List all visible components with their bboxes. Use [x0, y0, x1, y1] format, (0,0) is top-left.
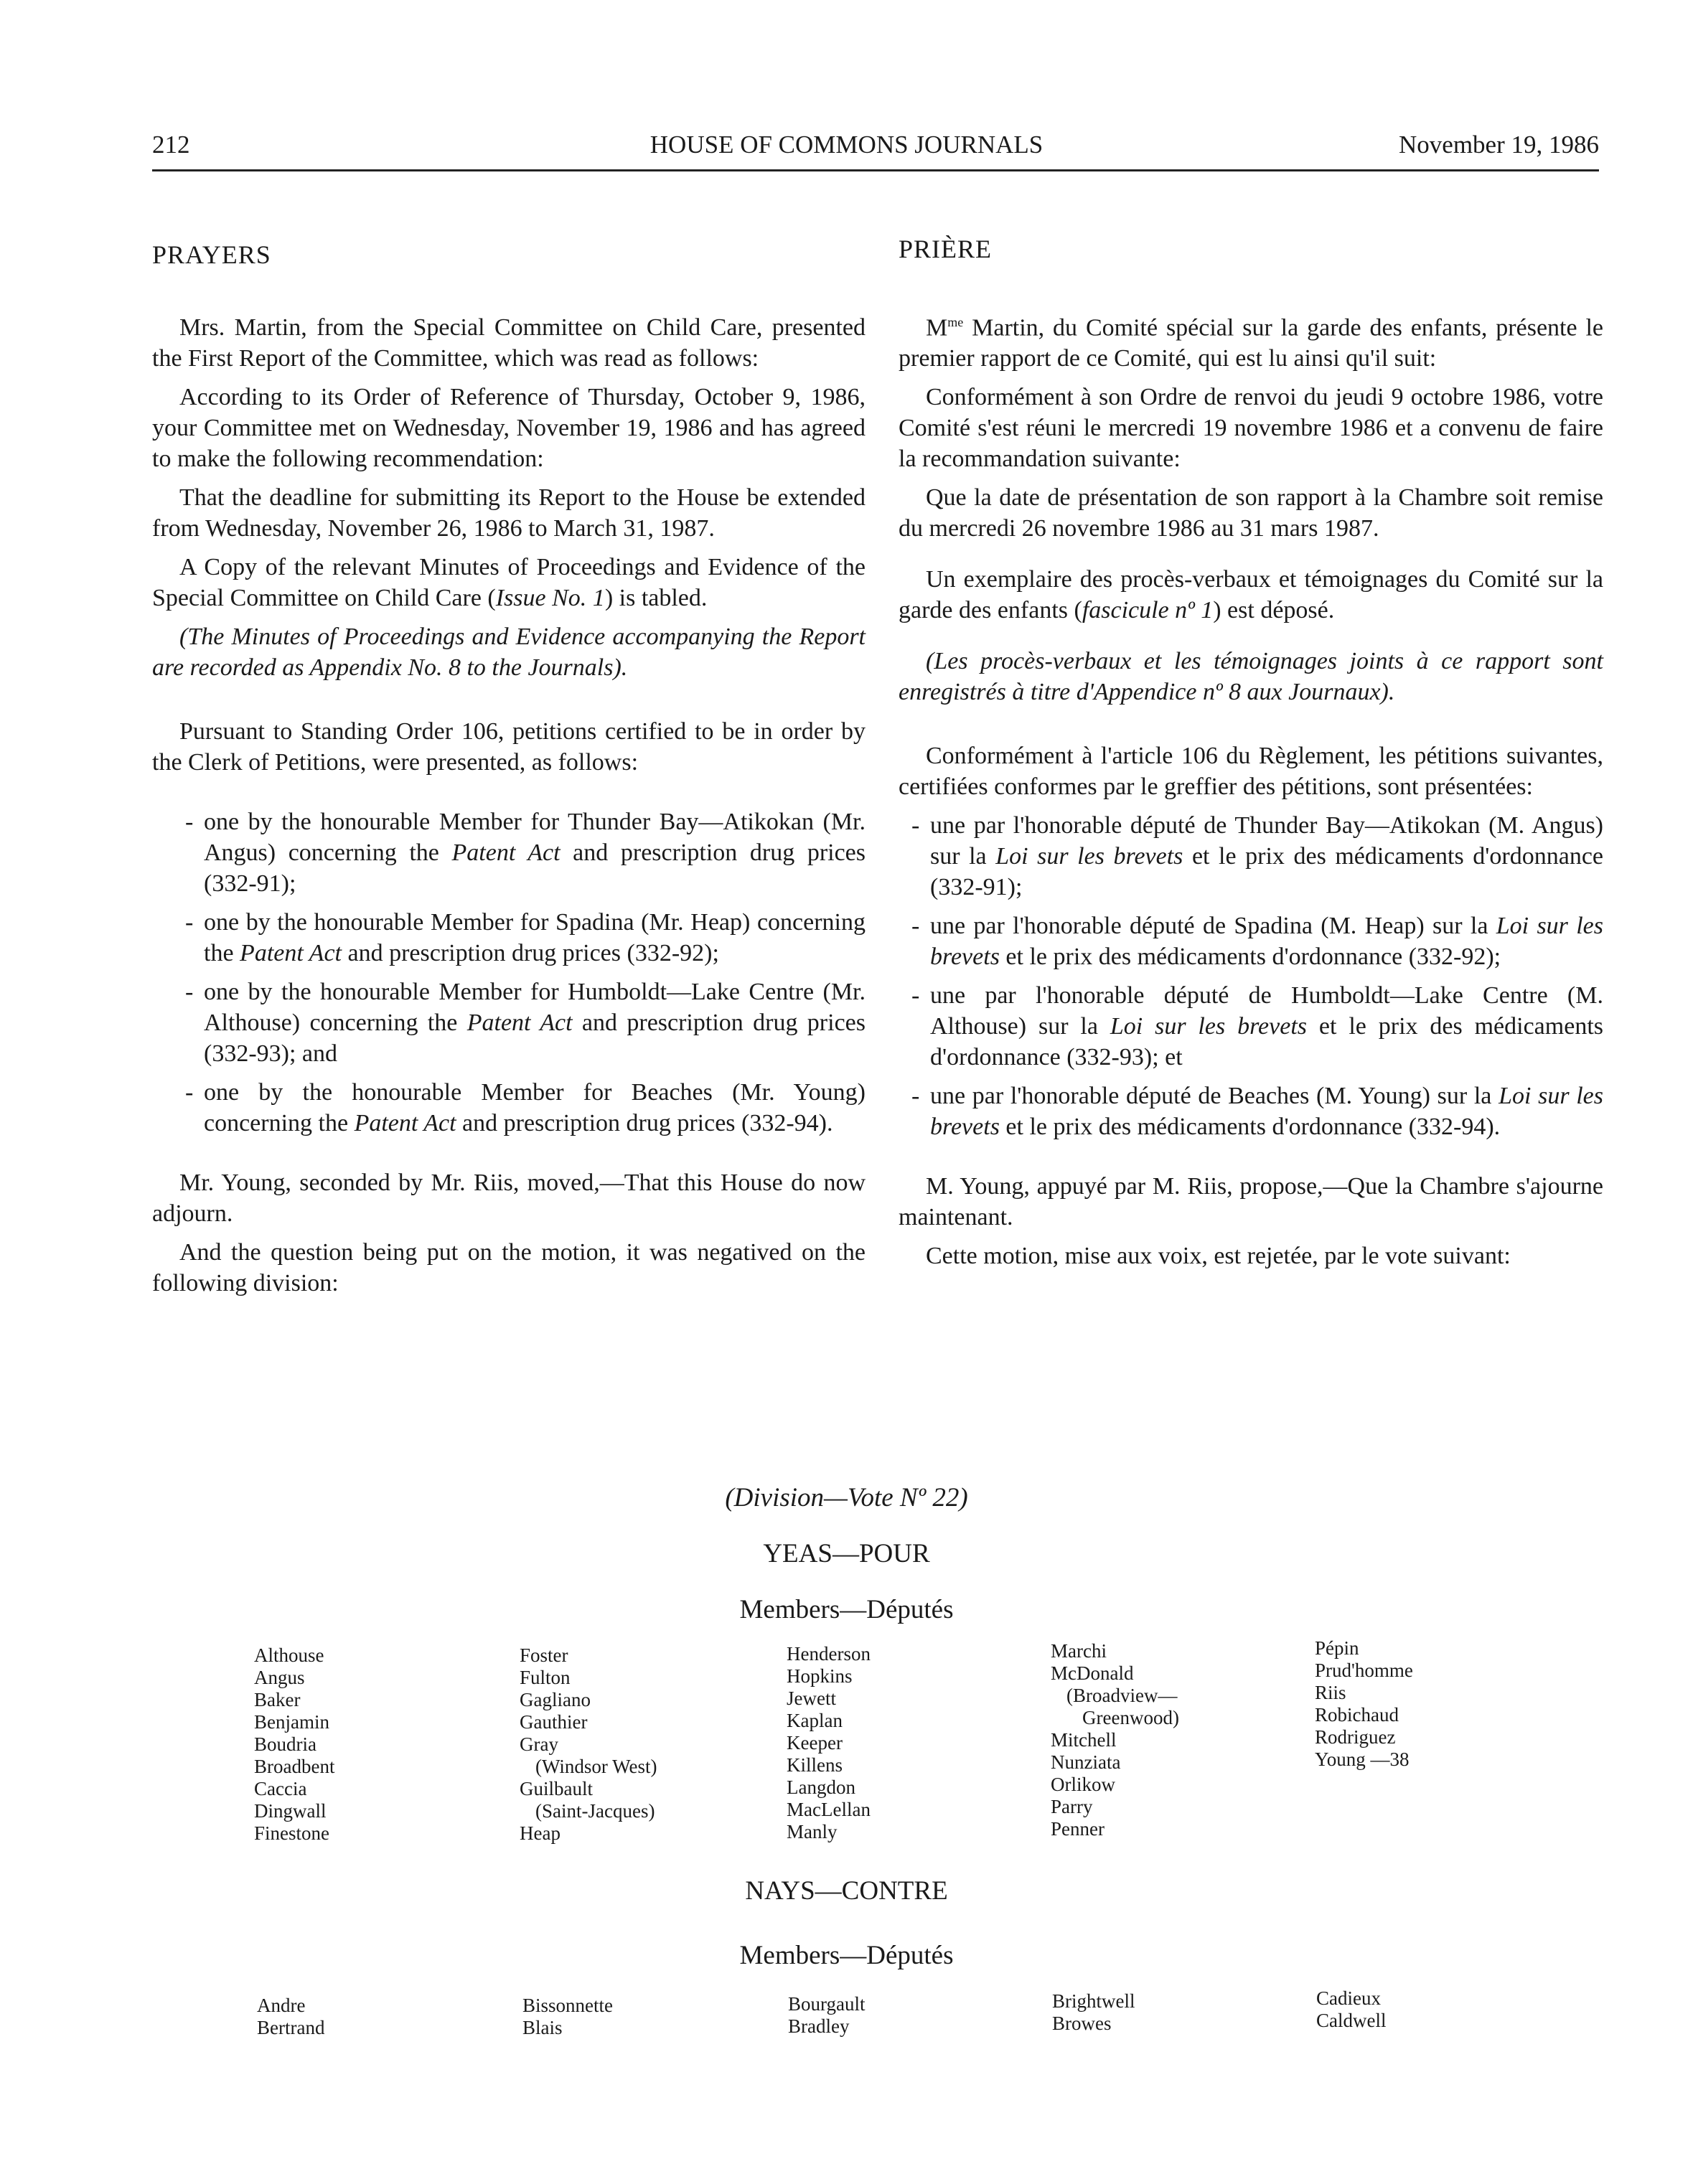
rapport-presente-paragraph: $M^{me}$ Martin, du Comité spécial sur la garde des enfants, présente le premier rapport de ce Comité, qui est lu ainsi qu'il suit: — [899, 314, 1603, 372]
member-name: Killens — [787, 1754, 843, 1776]
recommendation-paragraph: That the deadline for submitting its Report to the House be extended from Wednesday, November 26, 1986 to March 31, 1987. — [152, 484, 866, 542]
member-name: Marchi — [1051, 1640, 1107, 1662]
petition-item: - one by the honourable Member for Spadina (Mr. Heap) concerning the Patent Act and prescription drug prices (332-92); — [185, 909, 866, 966]
adjourn-motion-paragraph: Mr. Young, seconded by Mr. Riis, moved,—That this House do now adjourn. — [152, 1169, 866, 1227]
journal-date: November 19, 1986 — [1399, 131, 1599, 159]
member-riding: (Saint-Jacques) — [535, 1800, 655, 1822]
recommandation-paragraph: Que la date de présentation de son rapport à la Chambre soit remise du mercredi 26 novembre 1986 au 31 mars 1987. — [899, 484, 1603, 542]
yeas-column-5 — [1315, 1637, 1413, 1771]
member-name: Gauthier — [520, 1711, 588, 1733]
motion-ajournement-paragraph: M. Young, appuyé par M. Riis, propose,—Que la Chambre s'ajourne maintenant. — [899, 1173, 1603, 1231]
member-name: Rodriguez — [1315, 1726, 1396, 1748]
member-name: Henderson — [787, 1643, 871, 1665]
member-name: Keeper — [787, 1732, 843, 1754]
member-name: MacLellan — [787, 1799, 871, 1820]
appendice-note: (Les procès-verbaux et les témoignages joints à ce rapport sont enregistrés à titre d'Appendice nº 8 aux Journaux). — [899, 648, 1603, 706]
member-riding: (Windsor West) — [535, 1756, 657, 1777]
member-name: Jewett — [787, 1688, 836, 1709]
member-name: Gagliano — [520, 1689, 591, 1710]
member-name: Nunziata — [1051, 1751, 1121, 1773]
petition-item-fr: - une par l'honorable député de Spadina (M. Heap) sur la Loi sur les brevets et le prix des médicaments d'ordonnance (332-92); — [911, 913, 1604, 971]
member-name: Cadieux — [1316, 1987, 1381, 2009]
member-name: Boudria — [254, 1733, 316, 1755]
member-name: Baker — [254, 1689, 301, 1710]
header-rule — [152, 169, 1599, 171]
member-name: Hopkins — [787, 1665, 853, 1687]
member-name: Robichaud — [1315, 1704, 1399, 1726]
exemplaire-depose-paragraph: Un exemplaire des procès-verbaux et témoignages du Comité sur la garde des enfants (fascicule nº 1) est déposé. — [899, 566, 1603, 624]
member-name: Kaplan — [787, 1710, 843, 1731]
member-name: Bertrand — [257, 2017, 325, 2038]
member-riding: (Broadview— — [1066, 1685, 1178, 1706]
member-name: Caccia — [254, 1778, 307, 1799]
copy-tabled-text-a: A Copy of the relevant Minutes of Proceedings and Evidence of the Special Committee on Child Care ( — [152, 554, 866, 611]
question-put-paragraph: And the question being put on the motion, it was negatived on the following division: — [152, 1239, 866, 1296]
member-riding: Greenwood) — [1082, 1707, 1179, 1728]
petitions-list-fr — [899, 810, 1603, 1142]
petition-item: - one by the honourable Member for Thunder Bay—Atikokan (Mr. Angus) concerning the Patent Act and prescription drug prices (332-91); — [185, 809, 866, 897]
yeas-heading: YEAS—POUR — [763, 1539, 930, 1568]
member-name: Guilbault — [520, 1778, 593, 1799]
division-title: (Division—Vote Nº 22) — [725, 1483, 968, 1512]
mise-aux-voix-paragraph: Cette motion, mise aux voix, est rejetée, par le vote suivant: — [926, 1243, 1511, 1270]
nays-column-3 — [788, 1993, 866, 2038]
member-name: Foster — [520, 1644, 568, 1666]
yeas-column-3 — [787, 1643, 871, 1843]
french-column — [899, 307, 1603, 1279]
journal-title: HOUSE OF COMMONS JOURNALS — [649, 131, 1044, 159]
english-column — [152, 312, 866, 1307]
yeas-column-2 — [520, 1644, 657, 1845]
member-name: Prud'homme — [1315, 1660, 1413, 1681]
yeas-column-4 — [1051, 1640, 1179, 1840]
petitions-intro: Pursuant to Standing Order 106, petitions certified to be in order by the Clerk of Petitions, were presented, as follows: — [152, 718, 866, 776]
prayers-heading: PRAYERS — [152, 240, 271, 269]
report-presented-paragraph: Mrs. Martin, from the Special Committee on Child Care, presented the First Report of the Committee, which was read as follows: — [152, 314, 866, 372]
page-number: 212 — [152, 131, 190, 159]
member-name: Blais — [522, 2017, 563, 2038]
copy-tabled-text-b: ) is tabled. — [604, 585, 708, 611]
member-name: Langdon — [787, 1776, 855, 1798]
member-name: Riis — [1315, 1682, 1346, 1703]
member-name: Andre — [257, 1995, 306, 2016]
member-name: Gray — [520, 1733, 558, 1755]
member-name: Penner — [1051, 1818, 1105, 1840]
petition-item: - one by the honourable Member for Humboldt—Lake Centre (Mr. Althouse) concerning the Patent Act and prescription drug prices (332-93); and — [185, 979, 866, 1067]
yeas-members-heading: Members—Députés — [739, 1595, 954, 1624]
member-name: Caldwell — [1316, 2010, 1387, 2031]
nays-heading: NAYS—CONTRE — [745, 1876, 948, 1906]
member-name: Finestone — [254, 1822, 329, 1844]
member-name: Althouse — [254, 1644, 324, 1666]
member-name: Parry — [1051, 1796, 1093, 1817]
nays-column-1 — [257, 1995, 324, 2039]
member-name: Browes — [1052, 2013, 1112, 2034]
member-name: Angus — [254, 1667, 305, 1688]
nays-column-5 — [1316, 1987, 1386, 2032]
petition-item-fr: - une par l'honorable député de Beaches (M. Young) sur la Loi sur les brevets et le prix des médicaments d'ordonnance (332-94). — [911, 1083, 1604, 1141]
yeas-total: Young —38 — [1315, 1748, 1410, 1770]
member-name: Benjamin — [254, 1711, 329, 1733]
member-name: Mitchell — [1051, 1729, 1117, 1751]
appendix-note: (The Minutes of Proceedings and Evidence accompanying the Report are recorded as Appendix No. 8 to the Journals). — [152, 623, 866, 681]
issue-reference: Issue No. 1 — [495, 585, 605, 611]
ordre-de-renvoi-paragraph: Conformément à son Ordre de renvoi du jeudi 9 octobre 1986, votre Comité s'est réuni le mercredi 19 novembre 1986 et a convenu de faire la recommandation suivante: — [899, 384, 1603, 473]
member-name: Dingwall — [254, 1800, 327, 1822]
member-name: Bourgault — [788, 1993, 866, 2015]
petition-item: - one by the honourable Member for Beaches (Mr. Young) concerning the Patent Act and prescription drug prices (332-94). — [185, 1079, 866, 1136]
priere-heading: PRIÈRE — [899, 235, 993, 263]
petition-item-fr: - une par l'honorable député de Thunder Bay—Atikokan (M. Angus) sur la Loi sur les brevets et le prix des médicaments d'ordonnance (332-91); — [911, 812, 1604, 901]
nays-members-heading: Members—Députés — [739, 1941, 954, 1970]
member-name: Bradley — [788, 2015, 850, 2037]
nays-column-2 — [522, 1995, 613, 2039]
member-name: Bissonnette — [522, 1995, 613, 2016]
member-name: Fulton — [520, 1667, 571, 1688]
member-name: Pépin — [1315, 1637, 1359, 1659]
fascicule-reference: fascicule nº 1 — [1082, 597, 1214, 624]
yeas-column-1 — [254, 1644, 334, 1845]
member-name: Broadbent — [254, 1756, 335, 1777]
petition-item-fr: - une par l'honorable député de Humboldt—Lake Centre (M. Althouse) sur la Loi sur les brevets et le prix des médicaments d'ordonnance (332-93); et — [911, 982, 1603, 1071]
member-name: Brightwell — [1052, 1990, 1135, 2012]
member-name: Heap — [520, 1822, 561, 1844]
member-name: McDonald — [1051, 1662, 1134, 1684]
petitions-intro-fr: Conformément à l'article 106 du Règlement, les pétitions suivantes, certifiées conformes par le greffier des pétitions, sont présentées: — [899, 743, 1603, 801]
order-of-reference-paragraph: According to its Order of Reference of Thursday, October 9, 1986, your Committee met on Wednesday, November 19, 1986 and has agreed to make the following recommendation: — [152, 384, 866, 472]
nays-column-4 — [1052, 1990, 1135, 2035]
member-name: Manly — [787, 1821, 838, 1842]
copy-tabled-paragraph — [152, 552, 866, 613]
petitions-list — [172, 806, 866, 1139]
member-name: Orlikow — [1051, 1774, 1115, 1795]
